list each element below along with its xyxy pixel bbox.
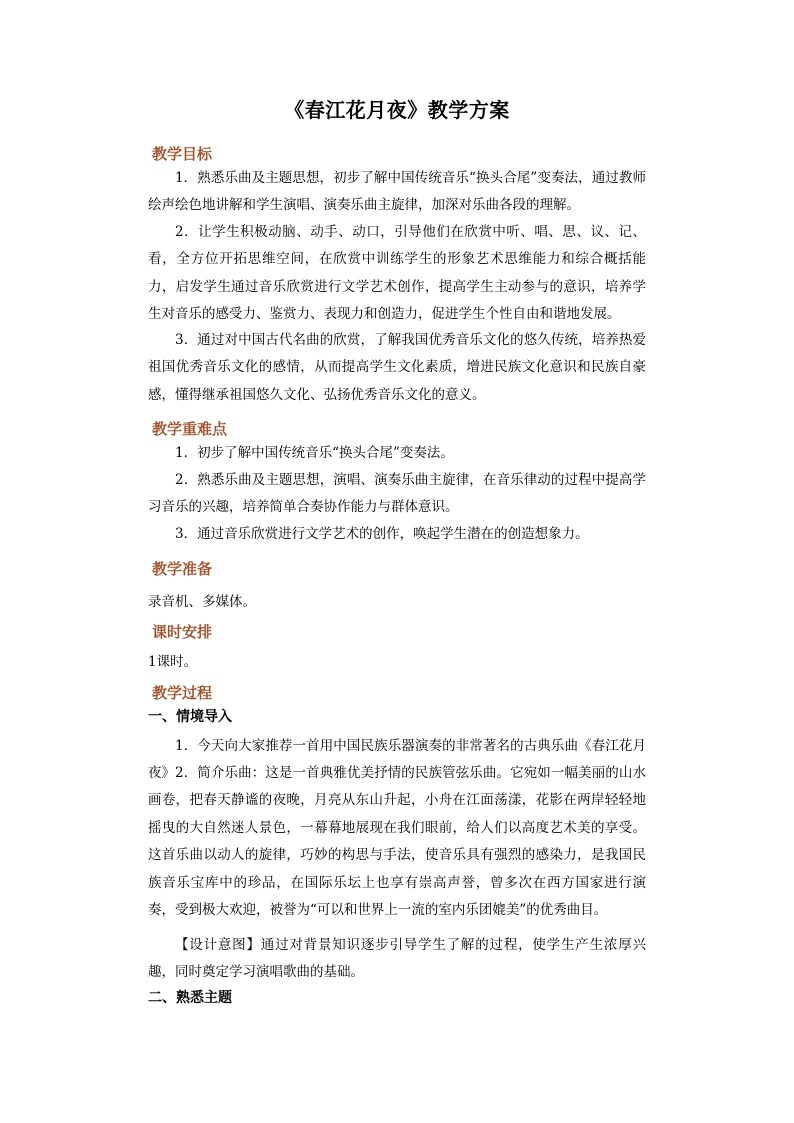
process-step-2-title: 二、熟悉主题 <box>148 990 232 1006</box>
process-step-1-title: 一、情境导入 <box>148 709 232 725</box>
goal-item-1: 1．熟悉乐曲及主题思想，初步了解中国传统音乐“换头合尾”变奏法，通过教师绘声绘色地讲解和学生演唱、演奏乐曲主旋律，加深对乐曲各段的理解。 <box>148 170 646 214</box>
key-point-item-1: 1．初步了解中国传统音乐“换头合尾”变奏法。 <box>175 445 454 461</box>
goal-item-3: 3．通过对中国古代名曲的欣赏，了解我国优秀音乐文化的悠久传统，培养热爱祖国优秀音乐文化的感情，从而提高学生文化素质，增进民族文化意识和民族自豪感，懂得继承祖国悠久文化、弘扬优秀音乐文化的意义。 <box>148 332 646 403</box>
section-heading-key-points: 教学重难点 <box>152 420 228 438</box>
key-point-item-3: 3．通过音乐欣赏进行文学艺术的创作，唤起学生潜在的创造想象力。 <box>175 526 589 542</box>
section-heading-goals: 教学目标 <box>152 145 213 163</box>
page-title: 《春江花月夜》教学方案 <box>284 98 510 122</box>
schedule-text: 1课时。 <box>148 654 198 670</box>
section-heading-schedule: 课时安排 <box>152 623 213 641</box>
key-point-item-2: 2．熟悉乐曲及主题思想，演唱、演奏乐曲主旋律，在音乐律动的过程中提高学习音乐的兴趣，培养简单合奏协作能力与群体意识。 <box>148 472 646 516</box>
section-heading-process: 教学过程 <box>152 684 213 702</box>
preparation-text: 录音机、多媒体。 <box>148 594 256 610</box>
goal-item-2: 2．让学生积极动脑、动手、动口，引导他们在欣赏中听、唱、思、议、记、看，全方位开拓思维空间，在欣赏中训练学生的形象艺术思维能力和综合概括能力，启发学生通过音乐欣赏进行文学艺术创作，提高学生主动参与的意识，培养学生对音乐的感受力、鉴赏力、表现力和创造力，促进学生个性自由和谐地发展。 <box>148 224 646 323</box>
design-intent-note: 【设计意图】通过对背景知识逐步引导学生了解的过程，使学生产生浓厚兴趣，同时奠定学习演唱歌曲的基础。 <box>148 937 646 981</box>
section-heading-preparation: 教学准备 <box>152 560 213 578</box>
process-step-1-item-2: 2．简介乐曲：这是一首典雅优美抒情的民族管弦乐曲。它宛如一幅美丽的山水画卷，把春天静谧的夜晚，月亮从东山升起，小舟在江面荡漾，花影在两岸轻轻地摇曳的大自然迷人景色，一幕幕地展现在我们眼前，给人们以高度艺术美的享受。这首乐曲以动人的旋律，巧妙的构思与手法，使音乐具有强烈的感染力，是我国民族音乐宝库中的珍品，在国际乐坛上也享有崇高声誉，曾多次在西方国家进行演奏，受到极大欢迎，被誉为“可以和世界上一流的室内乐团媲美”的优秀曲目。 <box>148 765 646 919</box>
process-step-1-item-1: 1．今天向大家推荐一首用中国民族乐器演奏的非常著名的古典乐曲《春江花月夜》 <box>148 738 646 782</box>
